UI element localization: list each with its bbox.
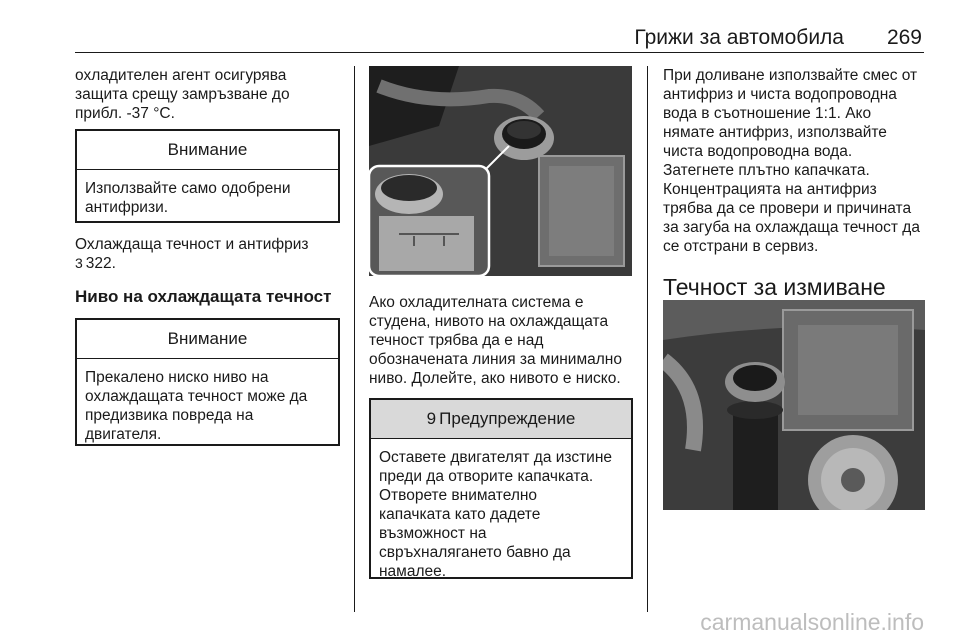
page-number: 269 [886,26,922,49]
notice-body: Използвайте само одобрени антифризи. [85,180,291,216]
warning-title: 9 Предупреждение [371,400,631,439]
page-reference-icon: 3 [75,255,83,271]
warning-box [369,398,633,579]
notice-box-coolant-level [75,318,340,446]
column-left [75,66,340,446]
notice-body: Прекалено ниско ниво на охлаждащата течност може да предизвика повреда на двигателя. [85,369,308,443]
mixing-instructions-paragraph: При доливане използвайте смес от антифриз и чиста водопроводна вода в съотношение 1:1. Ако нямате антифриз, използвайте чиста водопроводна вода. Затегнете плътно капачката. Концентрацията на антифриз трябва да се провери и причината за загуба на охлаждаща течност да се отстрани в сервиз. [663,67,920,255]
reference-paragraph: Охлаждаща течност и антифриз 3 322. [75,236,309,272]
coolant-reservoir-illustration [369,66,632,276]
coolant-level-subheading: Ниво на охлаждащата течност [75,287,332,306]
warning-triangle-icon: 9 [426,409,437,428]
coolant-reservoir-photo [369,66,632,276]
notice-title: Внимание [77,131,338,170]
column-middle [369,293,633,579]
warning-body: Оставете двигателят да изстине преди да отворите капачката. Отворете внимателно капачката като дадете възможност на свръхналягането бавно да намалее. [379,449,613,580]
washer-fluid-heading: Течност за измиване [663,274,886,300]
column-divider-1 [354,66,355,612]
watermark: carmanualsonline.info [700,609,924,635]
notice-box-antifreeze [75,129,340,223]
notice-title: Внимание [77,320,338,359]
coolant-check-paragraph: Ако охладителната система е студена, нивото на охлаждащата течност трябва да е над обозначената линия за минимално ниво. Долейте, ако нивото е ниско. [369,294,622,387]
washer-reservoir-illustration [663,300,925,510]
washer-fluid-photo [663,300,925,510]
page-reference-link[interactable]: 322. [85,255,116,272]
intro-paragraph: охладителен агент осигурява защита срещу замръзване до прибл. -37 °C. [75,67,290,122]
column-right [663,66,925,301]
column-divider-2 [647,66,648,612]
page-title: Грижи за автомобила [634,26,844,49]
page-header [75,24,924,53]
